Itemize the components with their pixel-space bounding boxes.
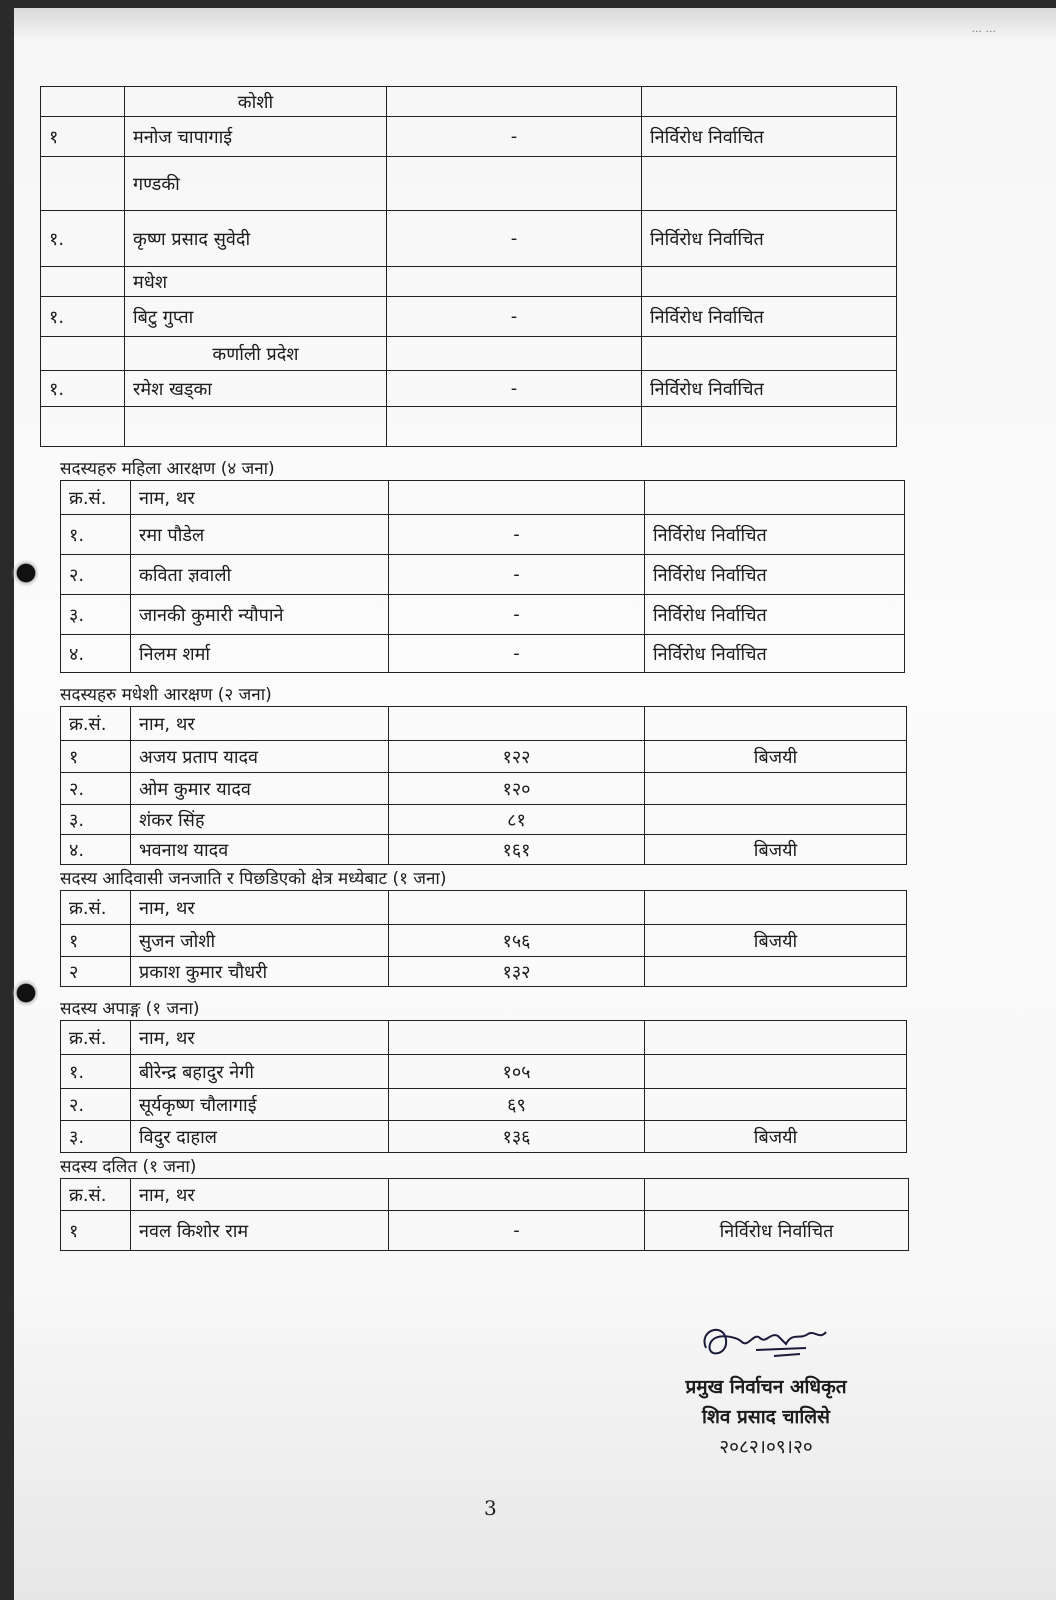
name-cell: रमा पौडेल — [131, 515, 389, 555]
name-cell: सूर्यकृष्ण चौलागाई — [131, 1089, 389, 1121]
table-header-row — [61, 1179, 909, 1211]
table-row — [61, 635, 905, 673]
empty-header-cell — [645, 707, 907, 741]
result-cell — [645, 1055, 907, 1089]
result-cell — [642, 267, 897, 297]
name-cell: कविता ज्ञवाली — [131, 555, 389, 595]
name-cell: विदुर दाहाल — [131, 1121, 389, 1153]
name-cell: मनोज चापागाई — [125, 117, 387, 157]
votes-cell — [387, 337, 642, 371]
section-dalit — [60, 1156, 909, 1251]
serial-cell: १ — [61, 925, 131, 957]
votes-cell — [387, 87, 642, 117]
header-fragment: ... ... — [971, 22, 996, 35]
votes-cell: १६१ — [389, 835, 645, 865]
result-cell: निर्विरोध निर्वाचित — [645, 1211, 909, 1251]
votes-cell: - — [389, 1211, 645, 1251]
result-cell: निर्विरोध निर्वाचित — [642, 297, 897, 337]
empty-header-cell — [389, 891, 645, 925]
table-row — [61, 835, 907, 865]
votes-cell: - — [387, 371, 642, 407]
table-row — [41, 337, 897, 371]
table-row — [61, 1121, 907, 1153]
result-cell — [642, 407, 897, 447]
votes-cell — [387, 267, 642, 297]
signatory-name: शिव प्रसाद चालिसे — [702, 1406, 830, 1428]
punch-hole — [8, 558, 38, 588]
signature-date: २०८२।०९।२० — [719, 1436, 813, 1458]
dalit-table — [60, 1178, 909, 1251]
serial-cell: २ — [61, 957, 131, 987]
serial-cell: ३. — [61, 805, 131, 835]
name-cell: निलम शर्मा — [131, 635, 389, 673]
result-cell: निर्विरोध निर्वाचित — [642, 211, 897, 267]
votes-cell: - — [389, 635, 645, 673]
serial-cell: २. — [61, 773, 131, 805]
column-header-name: नाम, थर — [131, 1021, 389, 1055]
table-row — [41, 157, 897, 211]
province-cell: गण्डकी — [125, 157, 387, 211]
name-cell: बीरेन्द्र बहादुर नेगी — [131, 1055, 389, 1089]
name-cell: प्रकाश कुमार चौधरी — [131, 957, 389, 987]
result-cell: बिजयी — [645, 741, 907, 773]
table-row — [61, 1089, 907, 1121]
votes-cell: - — [389, 555, 645, 595]
name-cell: शंकर सिंह — [131, 805, 389, 835]
serial-cell: १ — [61, 741, 131, 773]
name-cell: नवल किशोर राम — [131, 1211, 389, 1251]
table-row — [41, 211, 897, 267]
indigenous-table — [60, 890, 907, 987]
serial-cell — [41, 267, 125, 297]
table-row — [41, 407, 897, 447]
result-cell — [645, 1089, 907, 1121]
votes-cell: १३६ — [389, 1121, 645, 1153]
column-header-name: नाम, थर — [131, 707, 389, 741]
votes-cell: १०५ — [389, 1055, 645, 1089]
table-row — [41, 117, 897, 157]
empty-header-cell — [389, 481, 645, 515]
result-cell: निर्विरोध निर्वाचित — [642, 117, 897, 157]
section-women-reservation — [60, 458, 905, 673]
votes-cell: १३२ — [389, 957, 645, 987]
section-title: सदस्यहरु मधेशी आरक्षण (२ जना) — [60, 685, 272, 705]
serial-cell: १. — [41, 371, 125, 407]
result-cell: निर्विरोध निर्वाचित — [645, 555, 905, 595]
province-cell: कर्णाली प्रदेश — [125, 337, 387, 371]
column-header-serial: क्र.सं. — [61, 1179, 131, 1211]
table-row — [41, 297, 897, 337]
serial-cell: २. — [61, 555, 131, 595]
votes-cell: ८१ — [389, 805, 645, 835]
table-row — [61, 595, 905, 635]
result-cell — [642, 87, 897, 117]
votes-cell: १२० — [389, 773, 645, 805]
table-row — [61, 805, 907, 835]
name-cell: रमेश खड्का — [125, 371, 387, 407]
table-header-row — [61, 707, 907, 741]
name-cell: सुजन जोशी — [131, 925, 389, 957]
result-cell — [645, 773, 907, 805]
signature-scribble — [696, 1318, 856, 1368]
table-row — [61, 741, 907, 773]
result-cell: बिजयी — [645, 835, 907, 865]
serial-cell: ४. — [61, 835, 131, 865]
result-cell: बिजयी — [645, 1121, 907, 1153]
column-header-serial: क्र.सं. — [61, 891, 131, 925]
result-cell — [645, 957, 907, 987]
section-title: सदस्य आदिवासी जनजाति र पिछडिएको क्षेत्र मध्येबाट (१ जना) — [60, 869, 447, 889]
table-row — [41, 267, 897, 297]
empty-header-cell — [389, 707, 645, 741]
votes-cell: - — [389, 515, 645, 555]
page-number: 3 — [484, 1496, 497, 1520]
province-members-table — [40, 86, 897, 447]
table-row — [41, 371, 897, 407]
table-row — [61, 773, 907, 805]
votes-cell: १५६ — [389, 925, 645, 957]
section-madhesi-reservation — [60, 684, 907, 865]
result-cell — [642, 157, 897, 211]
serial-cell — [41, 407, 125, 447]
serial-cell: १ — [41, 117, 125, 157]
name-cell: अजय प्रताप यादव — [131, 741, 389, 773]
serial-cell: १. — [61, 515, 131, 555]
serial-cell: ३. — [61, 1121, 131, 1153]
serial-cell: ४. — [61, 635, 131, 673]
result-cell: निर्विरोध निर्वाचित — [645, 635, 905, 673]
disabled-table — [60, 1020, 907, 1153]
votes-cell — [387, 407, 642, 447]
table-header-row — [61, 481, 905, 515]
column-header-name: नाम, थर — [131, 481, 389, 515]
empty-header-cell — [645, 1179, 909, 1211]
women-reservation-table — [60, 480, 905, 673]
table-header-row — [61, 1021, 907, 1055]
signature-block — [676, 1318, 856, 1462]
column-header-serial: क्र.सं. — [61, 707, 131, 741]
serial-cell: १ — [61, 1211, 131, 1251]
result-cell: निर्विरोध निर्वाचित — [642, 371, 897, 407]
result-cell: बिजयी — [645, 925, 907, 957]
province-cell: मधेश — [125, 267, 387, 297]
result-cell: निर्विरोध निर्वाचित — [645, 595, 905, 635]
serial-cell: १. — [41, 211, 125, 267]
name-cell: भवनाथ यादव — [131, 835, 389, 865]
table-row — [61, 555, 905, 595]
section-disabled — [60, 998, 907, 1153]
table-row — [61, 1211, 909, 1251]
punch-hole — [8, 978, 38, 1008]
votes-cell: १२२ — [389, 741, 645, 773]
empty-header-cell — [645, 481, 905, 515]
column-header-serial: क्र.सं. — [61, 1021, 131, 1055]
section-title: सदस्य दलित (१ जना) — [60, 1157, 197, 1177]
page-top-shadow — [14, 8, 1056, 38]
votes-cell: - — [387, 117, 642, 157]
result-cell — [645, 805, 907, 835]
name-cell: बिटु गुप्ता — [125, 297, 387, 337]
serial-cell: २. — [61, 1089, 131, 1121]
empty-header-cell — [645, 1021, 907, 1055]
votes-cell: ६९ — [389, 1089, 645, 1121]
name-cell: ओम कुमार यादव — [131, 773, 389, 805]
serial-cell: ३. — [61, 595, 131, 635]
serial-cell: १. — [61, 1055, 131, 1089]
votes-cell: - — [389, 595, 645, 635]
column-header-serial: क्र.सं. — [61, 481, 131, 515]
column-header-name: नाम, थर — [131, 1179, 389, 1211]
table-row — [61, 957, 907, 987]
result-cell: निर्विरोध निर्वाचित — [645, 515, 905, 555]
empty-header-cell — [389, 1179, 645, 1211]
province-cell: कोशी — [125, 87, 387, 117]
serial-cell — [41, 87, 125, 117]
serial-cell: १. — [41, 297, 125, 337]
empty-header-cell — [645, 891, 907, 925]
serial-cell — [41, 157, 125, 211]
section-title: सदस्य अपाङ्ग (१ जना) — [60, 999, 200, 1019]
table-row — [61, 925, 907, 957]
votes-cell: - — [387, 211, 642, 267]
name-cell — [125, 407, 387, 447]
table-row — [41, 87, 897, 117]
table-header-row — [61, 891, 907, 925]
name-cell: जानकी कुमारी न्यौपाने — [131, 595, 389, 635]
madhesi-reservation-table — [60, 706, 907, 865]
votes-cell: - — [387, 297, 642, 337]
signatory-title: प्रमुख निर्वाचन अधिकृत — [685, 1376, 847, 1398]
table-row — [61, 515, 905, 555]
votes-cell — [387, 157, 642, 211]
table-row — [61, 1055, 907, 1089]
serial-cell — [41, 337, 125, 371]
name-cell: कृष्ण प्रसाद सुवेदी — [125, 211, 387, 267]
section-indigenous — [60, 868, 907, 987]
result-cell — [642, 337, 897, 371]
column-header-name: नाम, थर — [131, 891, 389, 925]
section-title: सदस्यहरु महिला आरक्षण (४ जना) — [60, 459, 275, 479]
empty-header-cell — [389, 1021, 645, 1055]
